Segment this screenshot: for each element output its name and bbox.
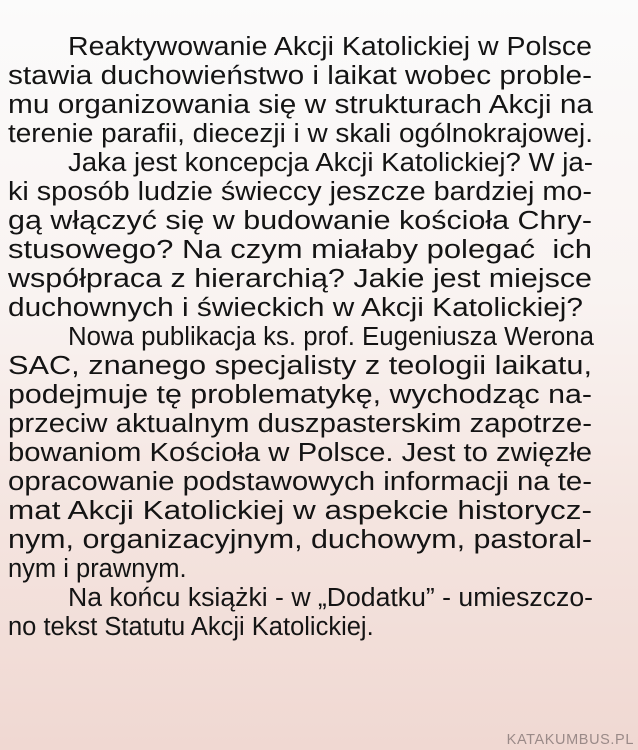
text-line: stawia duchowieństwo i laikat wobec proble-	[8, 62, 592, 90]
text-line: mat Akcji Katolickiej w aspekcie historycz-	[8, 497, 592, 525]
text-line: ki sposób ludzie świeccy jeszcze bardziej mo-	[8, 178, 592, 206]
text-line: współpraca z hierarchią? Jakie jest miejsce	[8, 265, 592, 293]
text-line: mu organizowania się w strukturach Akcji na	[8, 91, 593, 119]
text-line: no tekst Statutu Akcji Katolickiej.	[8, 613, 374, 641]
text-line: terenie parafii, diecezji i w skali ogólnokrajowej.	[8, 120, 593, 148]
text-line: gą włączyć się w budowanie kościoła Chry-	[8, 207, 592, 235]
text-line: Jaka jest koncepcja Akcji Katolickiej? W ja-	[68, 149, 593, 177]
text-line: duchownych i świeckich w Akcji Katolickiej?	[8, 294, 583, 322]
text-line: Nowa publikacja ks. prof. Eugeniusza Werona	[68, 323, 594, 351]
text-line: stusowego? Na czym miałaby polegać ich	[8, 236, 592, 264]
text-line: nym, organizacyjnym, duchowym, pastoral-	[8, 526, 592, 554]
text-line: bowaniom Kościoła w Polsce. Jest to zwięzłe	[8, 439, 592, 467]
text-line: Reaktywowanie Akcji Katolickiej w Polsce	[68, 33, 592, 61]
text-line: SAC, znanego specjalisty z teologii laikatu,	[8, 352, 592, 380]
text-line: nym i prawnym.	[8, 555, 187, 583]
text-line: Na końcu książki - w „Dodatku” - umieszczo-	[68, 584, 593, 612]
watermark: KATAKUMBUS.PL	[506, 732, 634, 748]
text-line: podejmuje tę problematykę, wychodząc na-	[8, 381, 592, 409]
text-line: przeciw aktualnym duszpasterskim zapotrze-	[8, 410, 592, 438]
text-line: opracowanie podstawowych informacji na te-	[8, 468, 592, 496]
